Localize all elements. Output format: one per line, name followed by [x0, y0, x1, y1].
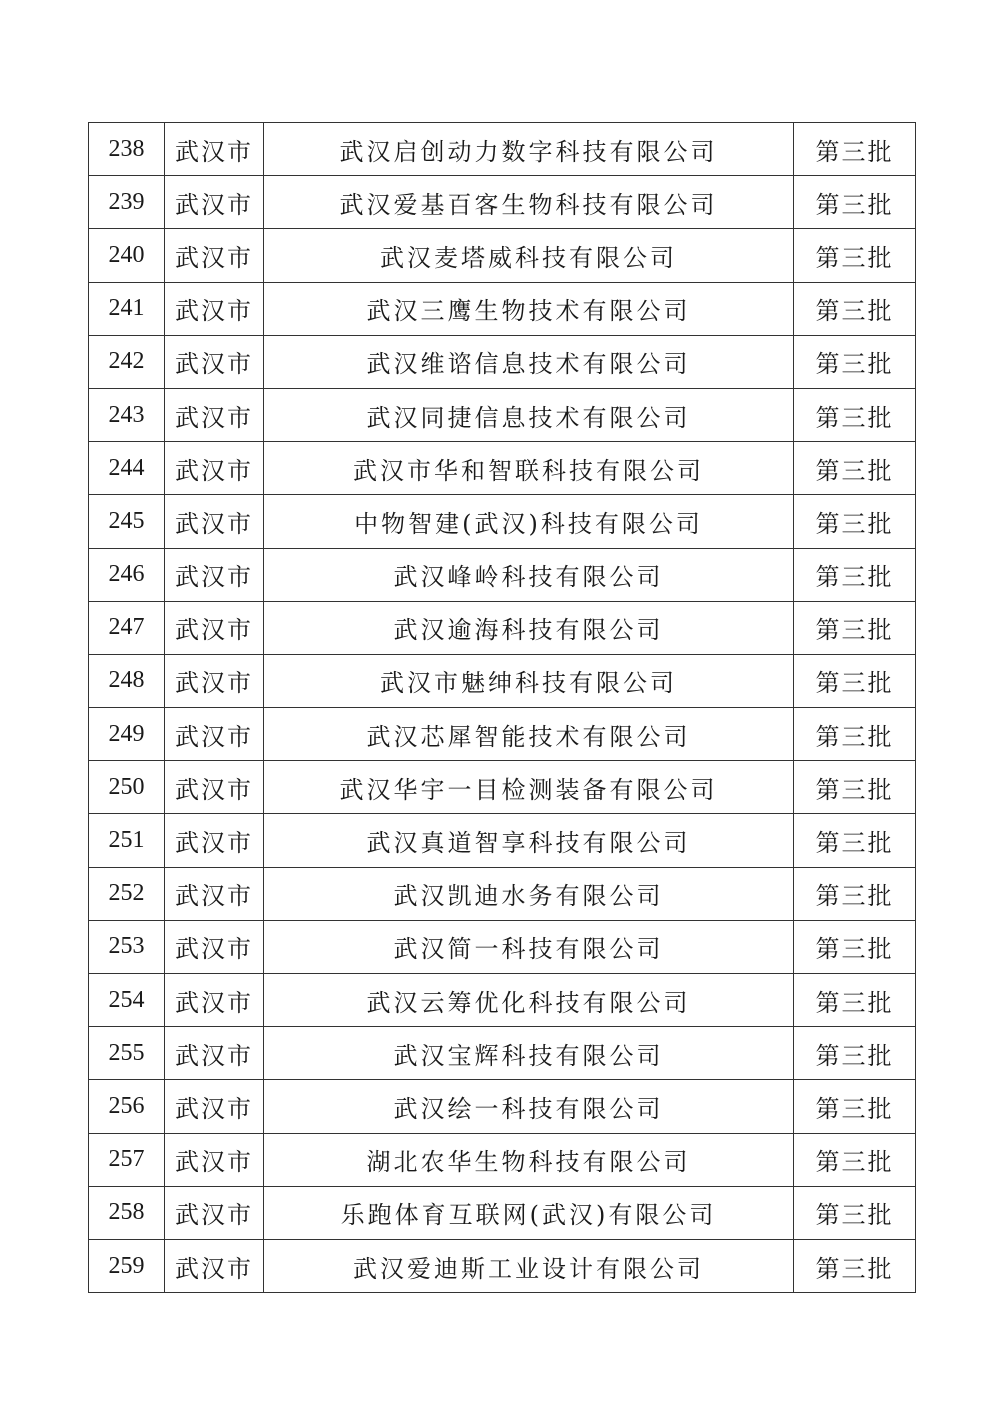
row-batch: 第三批	[794, 335, 916, 388]
row-number: 258	[89, 1186, 165, 1239]
row-city: 武汉市	[165, 229, 264, 282]
row-number: 251	[89, 814, 165, 867]
row-company-name: 武汉宝辉科技有限公司	[264, 1027, 794, 1080]
row-company-name: 武汉逾海科技有限公司	[264, 601, 794, 654]
row-batch: 第三批	[794, 974, 916, 1027]
row-company-name: 武汉云筹优化科技有限公司	[264, 974, 794, 1027]
table-row	[89, 335, 916, 388]
row-city: 武汉市	[165, 761, 264, 814]
row-number: 252	[89, 867, 165, 920]
row-number: 246	[89, 548, 165, 601]
row-number: 259	[89, 1239, 165, 1292]
row-number: 248	[89, 654, 165, 707]
row-city: 武汉市	[165, 1080, 264, 1133]
row-company-name: 武汉市魅绅科技有限公司	[264, 654, 794, 707]
row-batch: 第三批	[794, 495, 916, 548]
row-company-name: 乐跑体育互联网(武汉)有限公司	[264, 1186, 794, 1239]
row-company-name: 武汉绘一科技有限公司	[264, 1080, 794, 1133]
table-row	[89, 282, 916, 335]
table-row	[89, 814, 916, 867]
table-row	[89, 1186, 916, 1239]
row-batch: 第三批	[794, 761, 916, 814]
row-city: 武汉市	[165, 1027, 264, 1080]
table-row	[89, 442, 916, 495]
row-number: 253	[89, 920, 165, 973]
row-company-name: 武汉华宇一目检测装备有限公司	[264, 761, 794, 814]
row-company-name: 武汉凯迪水务有限公司	[264, 867, 794, 920]
table-row	[89, 1080, 916, 1133]
row-batch: 第三批	[794, 388, 916, 441]
row-city: 武汉市	[165, 123, 264, 176]
row-city: 武汉市	[165, 388, 264, 441]
row-batch: 第三批	[794, 708, 916, 761]
company-list-table	[88, 122, 916, 1293]
row-city: 武汉市	[165, 176, 264, 229]
row-company-name: 武汉维谘信息技术有限公司	[264, 335, 794, 388]
row-batch: 第三批	[794, 442, 916, 495]
row-city: 武汉市	[165, 601, 264, 654]
table-row	[89, 654, 916, 707]
row-number: 255	[89, 1027, 165, 1080]
row-number: 250	[89, 761, 165, 814]
row-number: 240	[89, 229, 165, 282]
row-city: 武汉市	[165, 442, 264, 495]
table-row	[89, 176, 916, 229]
row-number: 245	[89, 495, 165, 548]
row-company-name: 武汉启创动力数字科技有限公司	[264, 123, 794, 176]
table-row	[89, 920, 916, 973]
row-number: 249	[89, 708, 165, 761]
row-number: 238	[89, 123, 165, 176]
row-company-name: 武汉同捷信息技术有限公司	[264, 388, 794, 441]
row-city: 武汉市	[165, 708, 264, 761]
row-city: 武汉市	[165, 282, 264, 335]
table-row	[89, 123, 916, 176]
row-company-name: 武汉市华和智联科技有限公司	[264, 442, 794, 495]
row-number: 242	[89, 335, 165, 388]
row-number: 257	[89, 1133, 165, 1186]
row-batch: 第三批	[794, 1027, 916, 1080]
row-company-name: 湖北农华生物科技有限公司	[264, 1133, 794, 1186]
row-batch: 第三批	[794, 229, 916, 282]
table-row	[89, 1239, 916, 1292]
row-city: 武汉市	[165, 495, 264, 548]
row-number: 256	[89, 1080, 165, 1133]
row-batch: 第三批	[794, 176, 916, 229]
table-row	[89, 867, 916, 920]
row-company-name: 武汉真道智享科技有限公司	[264, 814, 794, 867]
table-row	[89, 388, 916, 441]
row-company-name: 武汉麦塔威科技有限公司	[264, 229, 794, 282]
table-row	[89, 229, 916, 282]
row-batch: 第三批	[794, 1186, 916, 1239]
table-row	[89, 601, 916, 654]
row-batch: 第三批	[794, 601, 916, 654]
row-city: 武汉市	[165, 974, 264, 1027]
row-batch: 第三批	[794, 548, 916, 601]
row-batch: 第三批	[794, 123, 916, 176]
table-row	[89, 761, 916, 814]
row-batch: 第三批	[794, 814, 916, 867]
row-number: 254	[89, 974, 165, 1027]
row-number: 241	[89, 282, 165, 335]
row-city: 武汉市	[165, 814, 264, 867]
row-company-name: 武汉芯犀智能技术有限公司	[264, 708, 794, 761]
table-row	[89, 1027, 916, 1080]
table-body	[89, 123, 916, 1293]
row-batch: 第三批	[794, 654, 916, 707]
row-batch: 第三批	[794, 1133, 916, 1186]
row-number: 247	[89, 601, 165, 654]
row-company-name: 武汉简一科技有限公司	[264, 920, 794, 973]
row-city: 武汉市	[165, 548, 264, 601]
row-city: 武汉市	[165, 1239, 264, 1292]
row-batch: 第三批	[794, 1239, 916, 1292]
row-company-name: 武汉三鹰生物技术有限公司	[264, 282, 794, 335]
row-batch: 第三批	[794, 920, 916, 973]
row-batch: 第三批	[794, 867, 916, 920]
row-city: 武汉市	[165, 867, 264, 920]
row-batch: 第三批	[794, 282, 916, 335]
table-row	[89, 708, 916, 761]
row-batch: 第三批	[794, 1080, 916, 1133]
table-row	[89, 548, 916, 601]
table-row	[89, 495, 916, 548]
row-city: 武汉市	[165, 1133, 264, 1186]
table-row	[89, 974, 916, 1027]
row-number: 239	[89, 176, 165, 229]
row-company-name: 武汉爱基百客生物科技有限公司	[264, 176, 794, 229]
row-city: 武汉市	[165, 654, 264, 707]
row-number: 243	[89, 388, 165, 441]
row-company-name: 武汉峰岭科技有限公司	[264, 548, 794, 601]
row-number: 244	[89, 442, 165, 495]
row-city: 武汉市	[165, 335, 264, 388]
row-city: 武汉市	[165, 1186, 264, 1239]
row-company-name: 武汉爱迪斯工业设计有限公司	[264, 1239, 794, 1292]
row-city: 武汉市	[165, 920, 264, 973]
table-row	[89, 1133, 916, 1186]
row-company-name: 中物智建(武汉)科技有限公司	[264, 495, 794, 548]
